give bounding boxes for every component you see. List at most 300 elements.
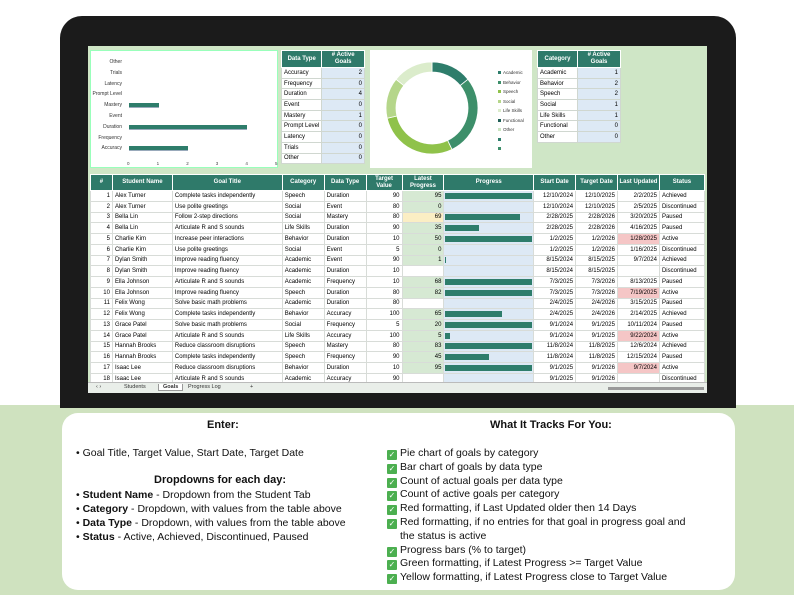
last-updated-cell: 2/5/2025 <box>617 201 659 212</box>
start-date-cell[interactable]: 8/15/2024 <box>534 255 576 266</box>
column-header-status[interactable]: Status <box>659 175 704 191</box>
category-cell[interactable]: Social <box>282 212 324 223</box>
goal-title-cell[interactable]: Solve basic math problems <box>172 298 282 309</box>
table-row[interactable] <box>91 255 705 266</box>
category-cell[interactable]: Life Skills <box>282 223 324 234</box>
table-row[interactable] <box>91 298 705 309</box>
start-date-cell[interactable]: 8/15/2024 <box>534 266 576 277</box>
column-header-target-date[interactable]: Target Date <box>576 175 618 191</box>
start-date-cell[interactable]: 1/2/2025 <box>534 244 576 255</box>
data-type-cell[interactable]: Frequency <box>324 277 366 288</box>
last-updated-cell: 1/16/2025 <box>617 244 659 255</box>
category-cell[interactable]: Social <box>282 201 324 212</box>
table-row[interactable] <box>91 341 705 352</box>
goal-title-cell[interactable]: Reduce classroom disruptions <box>172 341 282 352</box>
last-updated-cell: 12/15/2024 <box>617 352 659 363</box>
progress-bar-fill <box>445 365 532 371</box>
table-row[interactable] <box>91 287 705 298</box>
check-icon: ✓ <box>388 450 396 459</box>
student-name-cell[interactable]: Dylan Smith <box>112 266 172 277</box>
goal-title-cell[interactable]: Increase peer interactions <box>172 234 282 245</box>
student-name-cell[interactable]: Dylan Smith <box>112 255 172 266</box>
bar-category-label: Other <box>109 59 122 65</box>
table-row[interactable] <box>91 352 705 363</box>
legend-item <box>498 89 518 94</box>
start-date-cell[interactable]: 2/4/2025 <box>534 298 576 309</box>
status-cell[interactable]: Paused <box>659 212 704 223</box>
progress-bar-fill <box>445 343 532 349</box>
tab-goals[interactable]: Goals <box>158 384 183 391</box>
category-cell[interactable]: Life Skills <box>282 330 324 341</box>
tab-nav-arrows[interactable]: ‹ › <box>96 384 102 390</box>
dropdown-item-label: Student Name <box>82 489 154 501</box>
legend-item <box>498 99 515 104</box>
category-cell[interactable]: Academic <box>282 255 324 266</box>
track-item-text: Count of actual goals per data type <box>400 474 563 487</box>
goal-title-cell[interactable]: Articulate R and S sounds <box>172 330 282 341</box>
legend-item <box>498 108 522 113</box>
target-value-cell[interactable]: 5 <box>366 244 402 255</box>
goal-title-cell[interactable]: Improve reading fluency <box>172 287 282 298</box>
progress-bar-cell <box>444 201 534 212</box>
table-row[interactable] <box>91 244 705 255</box>
table-row[interactable] <box>91 363 705 374</box>
start-date-cell[interactable]: 2/28/2025 <box>534 223 576 234</box>
column-header-target-value[interactable]: Target Value <box>366 175 402 191</box>
category-cell[interactable]: Academic <box>282 266 324 277</box>
status-cell[interactable]: Achieved <box>659 309 704 320</box>
target-date-cell[interactable]: 2/28/2026 <box>576 212 618 223</box>
enter-title: Enter: <box>207 419 239 431</box>
target-date-cell[interactable]: 9/1/2025 <box>576 330 618 341</box>
track-item <box>387 447 538 460</box>
progress-bar-fill <box>445 279 532 285</box>
table-row[interactable] <box>91 234 705 245</box>
tab-students[interactable]: Students <box>124 384 146 390</box>
goal-title-cell[interactable]: Complete tasks independently <box>172 309 282 320</box>
student-name-cell[interactable]: Isaac Lee <box>112 373 172 384</box>
start-date-cell[interactable]: 9/1/2025 <box>534 363 576 374</box>
bar-axis-tick: 2 <box>186 161 189 166</box>
status-cell[interactable]: Active <box>659 287 704 298</box>
last-updated-cell: 2/2/2025 <box>617 191 659 202</box>
category-cell[interactable]: Social <box>282 320 324 331</box>
table-row[interactable] <box>91 309 705 320</box>
progress-bar-fill <box>445 354 488 360</box>
category-label: Functional <box>538 121 578 132</box>
bar-category-label: Frequency <box>98 134 122 141</box>
data-type-cell[interactable]: Accuracy <box>324 309 366 320</box>
target-value-cell[interactable]: 80 <box>366 287 402 298</box>
check-icon: ✓ <box>388 560 396 570</box>
active-goals-header: # Active Goals <box>322 51 365 68</box>
target-date-cell[interactable]: 11/8/2025 <box>576 352 618 363</box>
status-cell[interactable]: Discontinued <box>659 266 704 277</box>
table-row[interactable] <box>91 320 705 331</box>
student-name-cell[interactable]: Bella Lin <box>112 212 172 223</box>
latest-progress-cell: 68 <box>402 277 444 288</box>
student-name-cell[interactable]: Isaac Lee <box>112 363 172 374</box>
data-type-row <box>282 100 365 111</box>
target-value-cell[interactable]: 90 <box>366 255 402 266</box>
status-cell[interactable]: Achieved <box>659 191 704 202</box>
row-number: 4 <box>91 223 113 234</box>
category-cell[interactable]: Behavior <box>282 309 324 320</box>
progress-bar-cell <box>444 352 534 363</box>
category-cell[interactable]: Speech <box>282 191 324 202</box>
data-type-label: Latency <box>282 132 322 143</box>
category-cell[interactable]: Social <box>282 244 324 255</box>
status-cell[interactable]: Paused <box>659 277 704 288</box>
bar-category-label: Duration <box>103 123 122 130</box>
goal-title-cell[interactable]: Use polite greetings <box>172 244 282 255</box>
table-row[interactable] <box>91 223 705 234</box>
data-type-row <box>282 78 365 89</box>
goal-title-cell[interactable]: Follow 2-step directions <box>172 212 282 223</box>
category-cell[interactable]: Behavior <box>282 234 324 245</box>
target-value-cell[interactable]: 100 <box>366 309 402 320</box>
goal-title-cell[interactable]: Articulate R and S sounds <box>172 277 282 288</box>
category-label: Academic <box>538 68 578 79</box>
category-row <box>538 89 621 100</box>
category-row <box>538 132 621 143</box>
latest-progress-cell: 5 <box>402 330 444 341</box>
bar-mark <box>129 125 247 129</box>
progress-bar-cell <box>444 255 534 266</box>
last-updated-cell: 10/11/2024 <box>617 320 659 331</box>
track-item <box>387 544 526 557</box>
column-header-start-date[interactable]: Start Date <box>534 175 576 191</box>
pie-slice-life-skills <box>396 62 432 86</box>
data-type-row <box>282 142 365 153</box>
goal-title-cell[interactable]: Articulate R and S sounds <box>172 373 282 384</box>
category-count: 2 <box>578 89 621 100</box>
last-updated-cell: 9/7/2024 <box>617 363 659 374</box>
target-value-cell[interactable]: 10 <box>366 277 402 288</box>
status-cell[interactable]: Achieved <box>659 255 704 266</box>
target-value-cell[interactable]: 10 <box>366 234 402 245</box>
start-date-cell[interactable]: 9/1/2024 <box>534 320 576 331</box>
bar-chart-goals-by-data-type <box>90 50 278 168</box>
category-cell[interactable]: Behavior <box>282 363 324 374</box>
table-row[interactable] <box>91 330 705 341</box>
row-number: 1 <box>91 191 113 202</box>
start-date-cell[interactable]: 11/8/2024 <box>534 352 576 363</box>
status-cell[interactable]: Discontinued <box>659 244 704 255</box>
progress-bar-cell <box>444 309 534 320</box>
target-value-cell[interactable]: 90 <box>366 373 402 384</box>
last-updated-cell: 9/22/2024 <box>617 330 659 341</box>
data-type-cell[interactable]: Frequency <box>324 320 366 331</box>
bar-mark <box>129 146 188 150</box>
target-value-cell[interactable]: 90 <box>366 352 402 363</box>
table-row[interactable] <box>91 266 705 277</box>
legend-dot <box>498 119 501 122</box>
category-cell[interactable]: Speech <box>282 287 324 298</box>
data-type-label: Trials <box>282 142 322 153</box>
column-header-category[interactable]: Category <box>282 175 324 191</box>
data-type-count: 0 <box>322 121 365 132</box>
row-number: 2 <box>91 201 113 212</box>
bar-category-label: Trials <box>109 69 122 76</box>
target-date-cell[interactable]: 9/1/2026 <box>576 363 618 374</box>
target-value-cell[interactable]: 80 <box>366 341 402 352</box>
latest-progress-cell: 45 <box>402 352 444 363</box>
sheet-tabs-bar <box>88 382 707 393</box>
pie-slice-behavior <box>448 79 478 149</box>
target-date-cell[interactable]: 9/1/2026 <box>576 373 618 384</box>
status-cell[interactable]: Paused <box>659 352 704 363</box>
data-type-cell[interactable]: Mastery <box>324 341 366 352</box>
dropdown-item-text: - Dropdown from the Student Tab <box>153 489 311 501</box>
last-updated-cell: 3/15/2025 <box>617 298 659 309</box>
bar-category-label: Latency <box>104 80 122 87</box>
data-type-cell[interactable]: Duration <box>324 223 366 234</box>
goal-title-cell[interactable]: Improve reading fluency <box>172 266 282 277</box>
row-number: 15 <box>91 341 113 352</box>
status-cell[interactable]: Active <box>659 330 704 341</box>
category-cell[interactable]: Academic <box>282 298 324 309</box>
category-row <box>538 68 621 79</box>
data-type-cell[interactable]: Duration <box>324 298 366 309</box>
target-value-cell[interactable]: 10 <box>366 266 402 277</box>
start-date-cell[interactable]: 12/10/2024 <box>534 191 576 202</box>
target-value-cell[interactable]: 80 <box>366 212 402 223</box>
student-name-cell[interactable]: Grace Patel <box>112 330 172 341</box>
status-cell[interactable]: Achieved <box>659 341 704 352</box>
category-count: 0 <box>578 132 621 143</box>
start-date-cell[interactable]: 1/2/2025 <box>534 234 576 245</box>
tab-progress-log[interactable]: Progress Log <box>188 384 221 390</box>
category-label: Speech <box>538 89 578 100</box>
track-item <box>387 571 667 584</box>
data-type-cell[interactable]: Duration <box>324 191 366 202</box>
latest-progress-cell <box>402 266 444 277</box>
track-item <box>387 488 559 501</box>
last-updated-cell: 4/16/2025 <box>617 223 659 234</box>
target-date-cell[interactable]: 12/10/2025 <box>576 191 618 202</box>
student-name-cell[interactable]: Hannah Brooks <box>112 341 172 352</box>
target-date-cell[interactable]: 9/1/2025 <box>576 320 618 331</box>
target-value-cell[interactable]: 80 <box>366 298 402 309</box>
student-name-cell[interactable]: Alex Turner <box>112 201 172 212</box>
add-sheet-button[interactable]: + <box>250 384 254 390</box>
start-date-cell[interactable]: 9/1/2024 <box>534 330 576 341</box>
goal-title-cell[interactable]: Use polite greetings <box>172 201 282 212</box>
goal-title-cell[interactable]: Complete tasks independently <box>172 191 282 202</box>
column-header-progress[interactable]: Progress <box>444 175 534 191</box>
target-date-cell[interactable]: 1/2/2026 <box>576 244 618 255</box>
data-type-row <box>282 153 365 164</box>
latest-progress-cell: 20 <box>402 320 444 331</box>
student-name-cell[interactable]: Charlie Kim <box>112 234 172 245</box>
table-row[interactable] <box>91 277 705 288</box>
start-date-cell[interactable]: 7/3/2025 <box>534 277 576 288</box>
table-row[interactable] <box>91 201 705 212</box>
student-name-cell[interactable]: Felix Wong <box>112 298 172 309</box>
latest-progress-cell: 0 <box>402 244 444 255</box>
data-type-cell[interactable]: Duration <box>324 287 366 298</box>
target-value-cell[interactable]: 5 <box>366 320 402 331</box>
goal-title-cell[interactable]: Articulate R and S sounds <box>172 223 282 234</box>
data-type-cell[interactable]: Event <box>324 201 366 212</box>
data-type-cell[interactable]: Duration <box>324 266 366 277</box>
legend-dot <box>498 109 501 112</box>
target-date-cell[interactable]: 2/4/2026 <box>576 309 618 320</box>
column-header-student-name[interactable]: Student Name <box>112 175 172 191</box>
table-row[interactable] <box>91 212 705 223</box>
column-header-latest-progress[interactable]: Latest Progress <box>402 175 444 191</box>
bar-category-label: Mastery <box>104 102 122 109</box>
goal-title-cell[interactable]: Reduce classroom disruptions <box>172 363 282 374</box>
dropdown-item: • Category - Dropdown, with values from the table above <box>76 503 342 515</box>
student-name-cell[interactable]: Felix Wong <box>112 309 172 320</box>
target-date-cell[interactable]: 2/4/2026 <box>576 298 618 309</box>
student-name-cell[interactable]: Grace Patel <box>112 320 172 331</box>
start-date-cell[interactable]: 11/8/2024 <box>534 341 576 352</box>
progress-bar-cell <box>444 244 534 255</box>
legend-label: Other <box>503 127 515 132</box>
category-cell[interactable]: Speech <box>282 341 324 352</box>
last-updated-cell: 3/20/2025 <box>617 212 659 223</box>
table-row[interactable] <box>91 191 705 202</box>
category-label: Behavior <box>538 78 578 89</box>
student-name-cell[interactable]: Ella Johnson <box>112 287 172 298</box>
latest-progress-cell: 1 <box>402 255 444 266</box>
target-date-cell[interactable]: 8/15/2025 <box>576 255 618 266</box>
legend-item <box>498 118 524 123</box>
category-label: Life Skills <box>538 110 578 121</box>
track-item-text: Green formatting, if Latest Progress >= Target Value <box>400 557 643 570</box>
category-cell[interactable]: Academic <box>282 373 324 384</box>
student-name-cell[interactable]: Hannah Brooks <box>112 352 172 363</box>
target-date-cell[interactable]: 8/15/2025 <box>576 266 618 277</box>
dropdown-item: • Student Name - Dropdown from the Student Tab <box>76 489 311 501</box>
goal-title-cell[interactable]: Solve basic math problems <box>172 320 282 331</box>
progress-bar-fill <box>445 257 446 263</box>
data-type-row <box>282 89 365 100</box>
data-type-count: 0 <box>322 132 365 143</box>
target-date-cell[interactable]: 12/10/2025 <box>576 201 618 212</box>
pie-chart-goals-by-category <box>370 50 532 168</box>
category-cell[interactable]: Academic <box>282 277 324 288</box>
target-date-cell[interactable]: 1/2/2026 <box>576 234 618 245</box>
track-item <box>400 530 486 542</box>
target-date-cell[interactable]: 7/3/2026 <box>576 277 618 288</box>
data-type-cell[interactable]: Event <box>324 244 366 255</box>
student-name-cell[interactable]: Ella Johnson <box>112 277 172 288</box>
data-type-cell[interactable]: Event <box>324 255 366 266</box>
bar-axis-tick: 1 <box>156 161 160 166</box>
progress-bar-fill <box>445 311 501 317</box>
category-header: Category <box>538 51 578 68</box>
progress-bar-fill <box>445 214 520 220</box>
status-cell[interactable]: Discontinued <box>659 201 704 212</box>
target-date-cell[interactable]: 7/3/2026 <box>576 287 618 298</box>
row-number: 16 <box>91 352 113 363</box>
category-label: Other <box>538 132 578 143</box>
start-date-cell[interactable]: 2/4/2025 <box>534 309 576 320</box>
row-number: 13 <box>91 320 113 331</box>
data-type-count: 0 <box>322 78 365 89</box>
student-name-cell[interactable]: Bella Lin <box>112 223 172 234</box>
legend-label: Life Skills <box>503 108 523 113</box>
legend-dot <box>498 90 501 93</box>
data-type-row <box>282 121 365 132</box>
progress-bar-cell <box>444 363 534 374</box>
progress-bar-fill <box>445 225 479 231</box>
dropdown-item-label: Status <box>82 531 115 543</box>
target-value-cell[interactable]: 90 <box>366 191 402 202</box>
status-cell[interactable]: Paused <box>659 223 704 234</box>
column-header-data-type[interactable]: Data Type <box>324 175 366 191</box>
bar-axis-tick: 5 <box>275 161 278 166</box>
target-value-cell[interactable]: 80 <box>366 201 402 212</box>
start-date-cell[interactable]: 2/28/2025 <box>534 212 576 223</box>
column-header-[interactable]: # <box>91 175 113 191</box>
start-date-cell[interactable]: 9/1/2025 <box>534 373 576 384</box>
status-cell[interactable]: Discontinued <box>659 373 704 384</box>
goal-title-cell[interactable]: Complete tasks independently <box>172 352 282 363</box>
target-value-cell[interactable]: 10 <box>366 363 402 374</box>
progress-bar-cell <box>444 341 534 352</box>
data-type-cell[interactable]: Mastery <box>324 212 366 223</box>
legend-item <box>498 80 521 85</box>
info-panel <box>62 413 735 590</box>
track-item-text: Progress bars (% to target) <box>400 543 527 556</box>
target-value-cell[interactable]: 100 <box>366 330 402 341</box>
data-type-cell[interactable]: Duration <box>324 234 366 245</box>
data-type-cell[interactable]: Accuracy <box>324 373 366 384</box>
row-number: 3 <box>91 212 113 223</box>
category-count: 1 <box>578 68 621 79</box>
bar-axis-tick: 3 <box>215 161 219 166</box>
track-item <box>387 502 636 515</box>
start-date-cell[interactable]: 7/3/2025 <box>534 287 576 298</box>
enter-item-text: Goal Title, Target Value, Start Date, Target Date <box>82 447 304 459</box>
column-header-last-updated[interactable]: Last Updated <box>617 175 659 191</box>
data-type-row <box>282 68 365 79</box>
status-cell[interactable]: Paused <box>659 298 704 309</box>
status-cell[interactable]: Active <box>659 363 704 374</box>
student-name-cell[interactable]: Alex Turner <box>112 191 172 202</box>
horizontal-scrollbar[interactable] <box>608 387 704 390</box>
category-cell[interactable]: Speech <box>282 352 324 363</box>
column-header-goal-title[interactable]: Goal Title <box>172 175 282 191</box>
dropdown-item: • Status - Active, Achieved, Discontinued, Paused <box>76 531 309 543</box>
data-type-cell[interactable]: Accuracy <box>324 330 366 341</box>
student-name-cell[interactable]: Charlie Kim <box>112 244 172 255</box>
track-item-text: Red formatting, if Last Updated older then 14 Days <box>400 502 637 515</box>
target-value-cell[interactable]: 90 <box>366 223 402 234</box>
progress-bar-fill <box>445 322 532 328</box>
goal-title-cell[interactable]: Improve reading fluency <box>172 255 282 266</box>
data-type-label: Accuracy <box>282 68 322 79</box>
status-cell[interactable]: Active <box>659 234 704 245</box>
track-item-text: Bar chart of goals by data type <box>400 460 543 473</box>
row-number: 8 <box>91 266 113 277</box>
start-date-cell[interactable]: 12/10/2024 <box>534 201 576 212</box>
status-cell[interactable]: Paused <box>659 320 704 331</box>
goals-table <box>90 174 705 385</box>
legend-item <box>498 127 514 132</box>
latest-progress-cell: 65 <box>402 309 444 320</box>
target-date-cell[interactable]: 2/28/2026 <box>576 223 618 234</box>
data-type-cell[interactable]: Duration <box>324 363 366 374</box>
data-type-label: Duration <box>282 89 322 100</box>
data-type-cell[interactable]: Frequency <box>324 352 366 363</box>
target-date-cell[interactable]: 11/8/2025 <box>576 341 618 352</box>
